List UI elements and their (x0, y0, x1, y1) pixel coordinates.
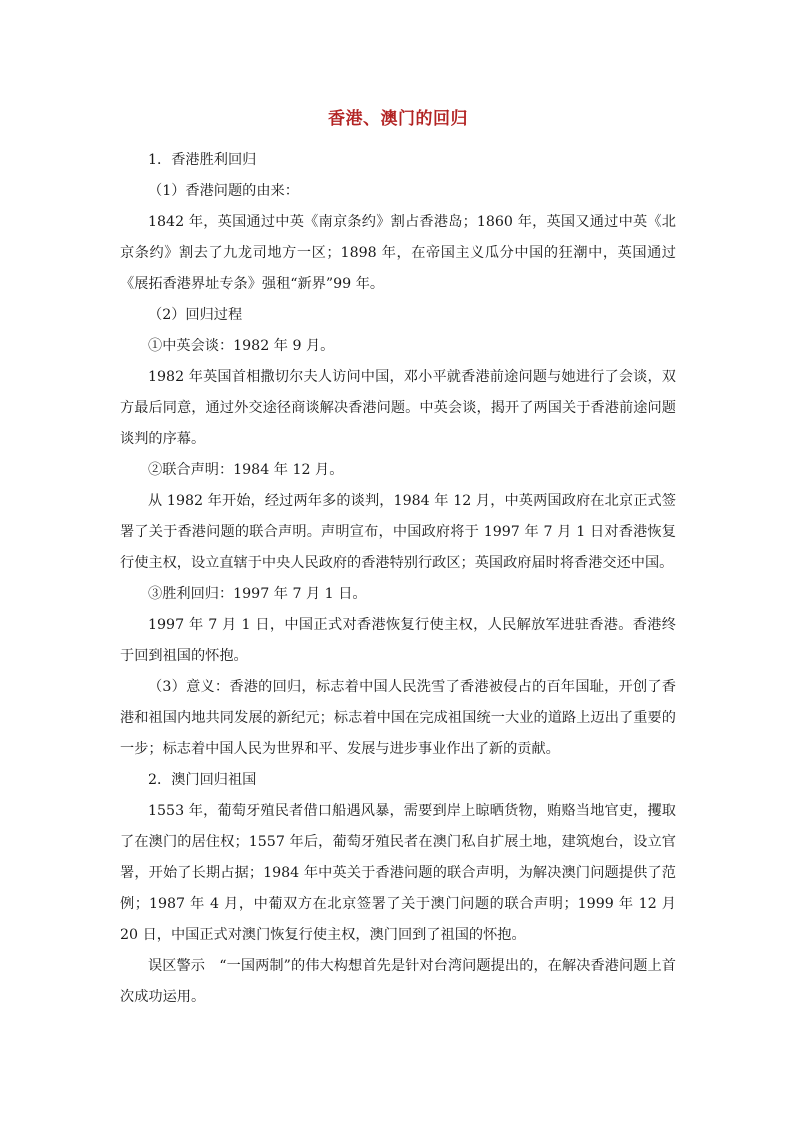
section-heading-hongkong: 1．香港胜利回归 (148, 152, 257, 168)
paragraph-warning: 误区警示 “一国两制”的伟大构想首先是针对台湾问题提出的，在解决香港问题上首次成功运用。 (120, 958, 676, 1005)
paragraph-return: 1997 年 7 月 1 日，中国正式对香港恢复行使主权，人民解放军进驻香港。香港终于回到祖国的怀抱。 (120, 617, 676, 664)
document-page (120, 96, 676, 1013)
item-joint-declaration: ②联合声明：1984 年 12 月。 (148, 462, 344, 478)
section-heading-macau: 2．澳门回归祖国 (148, 772, 257, 788)
subheading-process: （2）回归过程 (148, 307, 243, 323)
paragraph-joint-declaration: 从 1982 年开始，经过两年多的谈判，1984 年 12 月，中英两国政府在北京正式签署了关于香港问题的联合声明。声明宣布，中国政府将于 1997 年 7 月 1 日对香港恢复行使主权，设立直辖于中央人民政府的香港特别行政区；英国政府届时将香港交还中国。 (120, 493, 676, 571)
paragraph-macau: 1553 年，葡萄牙殖民者借口船遇风暴，需要到岸上晾晒货物，贿赂当地官吏，攫取了在澳门的居住权；1557 年后，葡萄牙殖民者在澳门私自扩展土地，建筑炮台，设立官署，开始了长期占据；1984 年中英关于香港问题的联合声明，为解决澳门问题提供了范例；1987 年 4 月，中葡双方在北京签署了关于澳门问题的联合声明；1999 年 12 月 20 日，中国正式对澳门恢复行使主权，澳门回到了祖国的怀抱。 (120, 803, 676, 943)
item-talks: ①中英会谈：1982 年 9 月。 (148, 338, 335, 354)
paragraph-origin: 1842 年，英国通过中英《南京条约》割占香港岛；1860 年，英国又通过中英《北京条约》割去了九龙司地方一区；1898 年，在帝国主义瓜分中国的狂潮中，英国通过《展拓香港界址专条》强租“新界”99 年。 (120, 214, 676, 292)
item-return: ③胜利回归：1997 年 7 月 1 日。 (148, 586, 367, 602)
document-title: 香港、澳门的回归 (328, 109, 468, 129)
subheading-origin: （1）香港问题的由来： (148, 183, 299, 199)
paragraph-talks: 1982 年英国首相撒切尔夫人访问中国，邓小平就香港前途问题与她进行了会谈，双方最后同意，通过外交途径商谈解决香港问题。中英会谈，揭开了两国关于香港前途问题谈判的序幕。 (120, 369, 676, 447)
paragraph-significance: （3）意义：香港的回归，标志着中国人民洗雪了香港被侵占的百年国耻，开创了香港和祖国内地共同发展的新纪元；标志着中国在完成祖国统一大业的道路上迈出了重要的一步；标志着中国人民为世界和平、发展与进步事业作出了新的贡献。 (120, 679, 676, 757)
